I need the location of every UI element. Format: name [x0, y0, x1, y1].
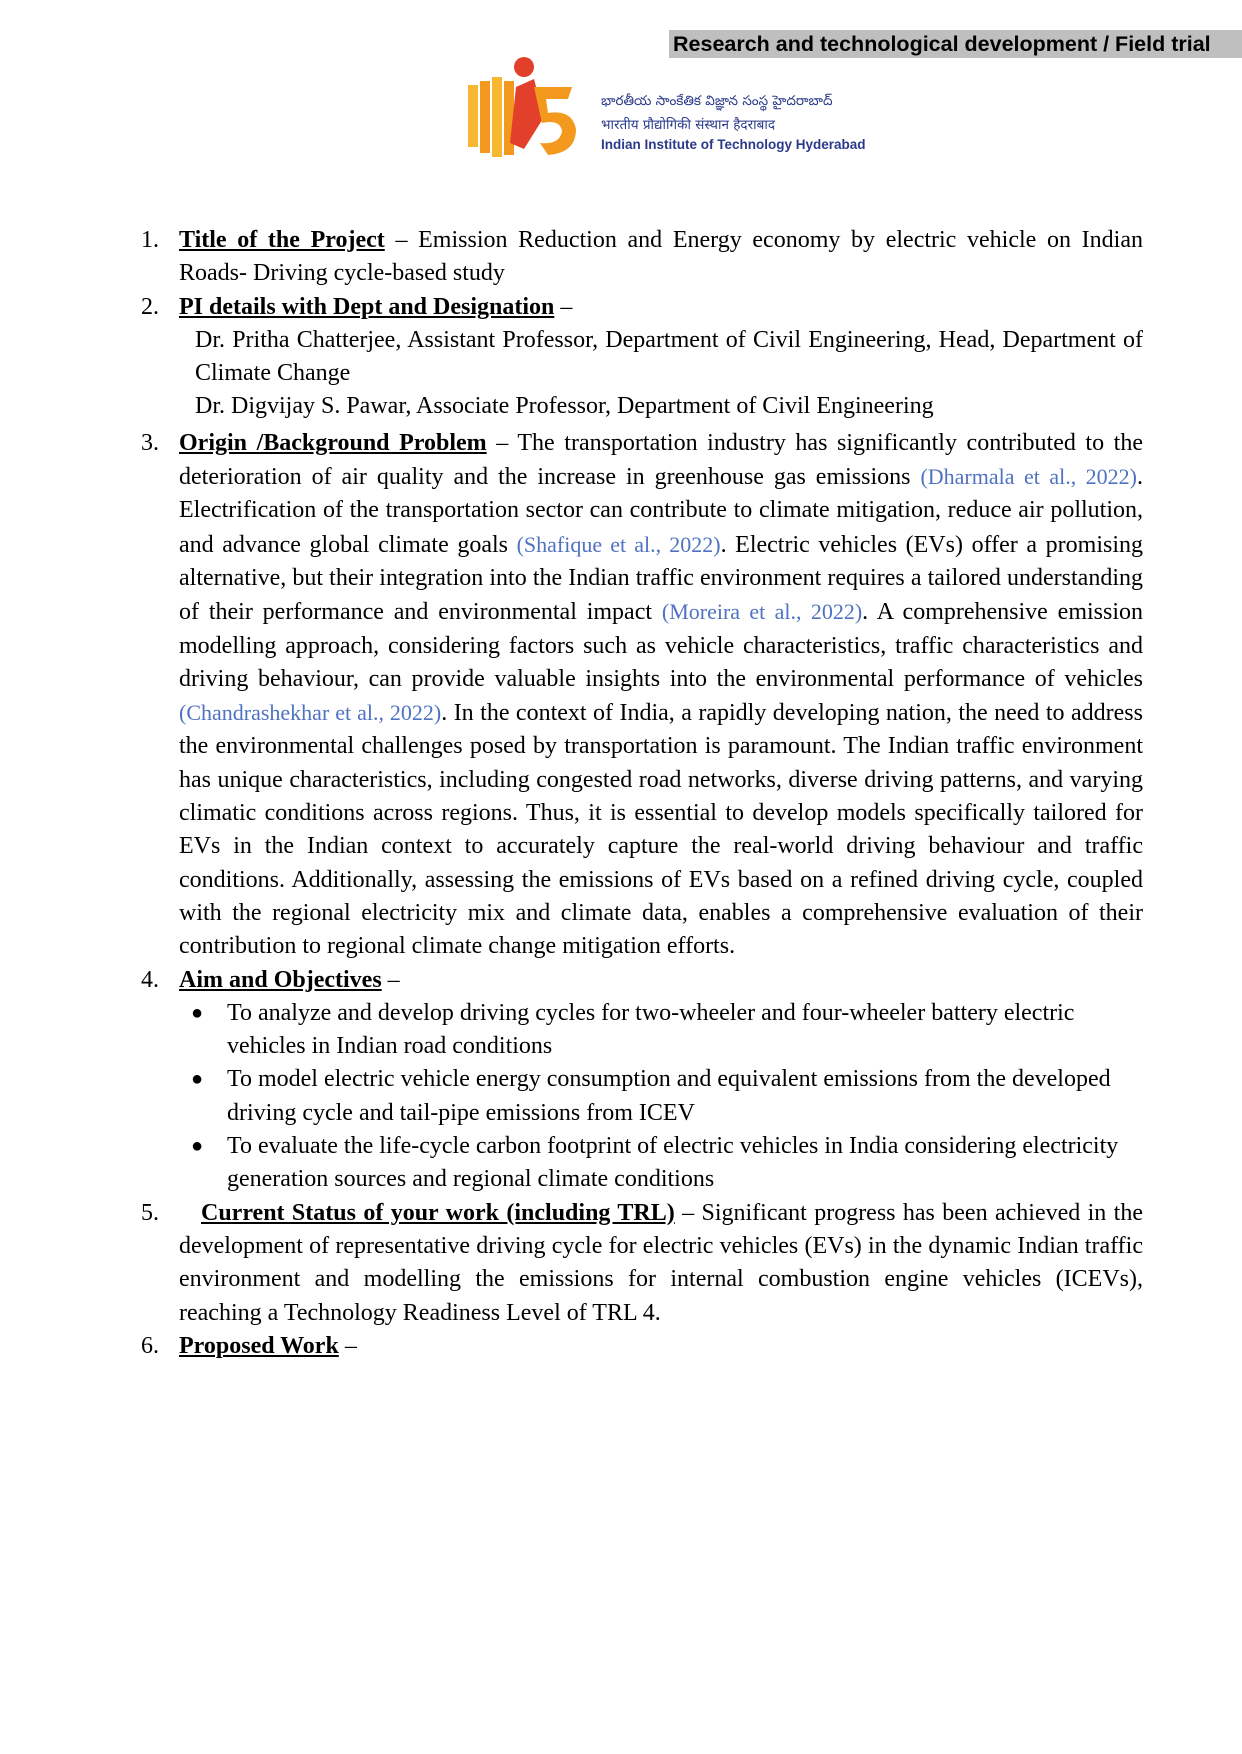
section-aim-objectives: [141, 964, 1143, 1197]
separator: –: [384, 227, 419, 253]
list-item: [179, 1130, 1143, 1197]
section-text: Significant progress has been achieved in the development of representative driving cycle for electric vehicles (EVs) in the dynamic Indian traffic environment and modelling the emissions for internal combustion engine vehicles (ICEVs), reaching a Technology Readiness Level of TRL 4.: [179, 1199, 1144, 1326]
section-text: . In the context of India, a rapidly developing nation, the need to address the environmental challenges posed by transportation is paramount. The Indian traffic environment has unique characteristics, including congested road networks, diverse driving patterns, and varying climatic conditions across regions. Thus, it is essential to develop models specifically tailored for EVs in the Indian context to accurately capture the real-world driving behaviour and traffic conditions. Additionally, assessing the emissions of EVs based on a refined driving cycle, coupled with the regional electricity mix and climate data, enables a comprehensive evaluation of their contribution to regional climate change mitigation efforts.: [179, 700, 1143, 960]
section-text: Emission Reduction and Energy economy by electric vehicle on Indian Roads- Driving cycle-based study: [179, 227, 1143, 287]
section-heading: PI details with Dept and Designation: [179, 293, 555, 320]
bullet-icon: ●: [191, 1001, 204, 1024]
section-heading: Current Status of your work (including TRL): [201, 1199, 675, 1226]
section-text: The transportation industry has significantly contributed to the deterioration of air quality and the increase in greenhouse gas emissions: [179, 429, 1143, 491]
logo-hindi-name: भारतीय प्रौद्योगिकी संस्थान हैदराबाद: [601, 117, 775, 133]
bullet-icon: ●: [191, 1068, 204, 1091]
separator: –: [381, 966, 400, 993]
section-pi-details: [141, 291, 1143, 424]
section-title-of-project: [141, 224, 1143, 291]
logo-telugu-name: భారతీయ సాంకేతిక విజ్ఞాన సంస్థ హైదరాబాద్: [601, 93, 833, 109]
objective-text: To evaluate the life-cycle carbon footprint of electric vehicles in India considering electricity generation sources and regional climate conditions: [227, 1133, 1119, 1193]
section-number: 1.: [141, 227, 159, 253]
logo-english-name: Indian Institute of Technology Hyderabad: [601, 137, 866, 152]
iith-emblem-icon: [464, 57, 594, 167]
section-text: . A comprehensive emission modelling approach, considering factors such as vehicle characteristics, traffic characteristics and driving behaviour, can provide valuable insights into the environmental performance of vehicles: [179, 599, 1143, 692]
section-heading: Aim and Objectives: [179, 966, 382, 993]
section-text: . Electrification of the transportation sector can contribute to climate mitigation, reduce air pollution, and advance global climate goals: [179, 464, 1144, 558]
section-number: 5.: [141, 1199, 159, 1226]
section-number: 6.: [141, 1332, 159, 1359]
list-item: [179, 1063, 1143, 1130]
section-text: . Electric vehicles (EVs) offer a promising alternative, but their integration into the Indian traffic environment requires a tailored understanding of their performance and environmental impact: [179, 531, 1143, 626]
citation: (Shafique et al., 2022): [516, 531, 721, 557]
citation: (Chandrashekhar et al., 2022): [179, 700, 442, 726]
category-tag: Research and technological development / Field trial: [669, 30, 1242, 58]
iith-logo: [464, 57, 866, 167]
citation: (Moreira et al., 2022): [661, 599, 863, 625]
section-heading: Title of the Project: [179, 227, 385, 253]
objective-text: To model electric vehicle energy consumption and equivalent emissions from the developed driving cycle and tail-pipe emissions from ICEV: [227, 1066, 1111, 1126]
pi-entry: Dr. Digvijay S. Pawar, Associate Professor, Department of Civil Engineering: [195, 393, 934, 420]
section-number: 3.: [141, 429, 159, 456]
document-body: [141, 224, 1143, 1363]
section-number: 4.: [141, 966, 159, 993]
separator: –: [486, 429, 518, 456]
objective-text: To analyze and develop driving cycles for two-wheeler and four-wheeler battery electric vehicles in Indian road conditions: [227, 999, 1075, 1060]
list-item: [179, 997, 1143, 1064]
section-number: 2.: [141, 293, 159, 320]
objectives-list: [179, 997, 1143, 1197]
separator: –: [554, 293, 573, 320]
section-current-status: [141, 1197, 1143, 1330]
section-heading: Origin /Background Problem: [179, 429, 487, 456]
section-heading: Proposed Work: [179, 1332, 339, 1359]
separator: –: [338, 1332, 357, 1359]
separator: –: [674, 1199, 702, 1226]
bullet-icon: ●: [191, 1135, 204, 1158]
section-background-problem: [141, 427, 1143, 964]
section-proposed-work: [141, 1330, 1143, 1363]
pi-entry: Dr. Pritha Chatterjee, Assistant Professor, Department of Civil Engineering, Head, Department of Climate Change: [195, 326, 1143, 387]
citation: (Dharmala et al., 2022): [920, 464, 1138, 490]
